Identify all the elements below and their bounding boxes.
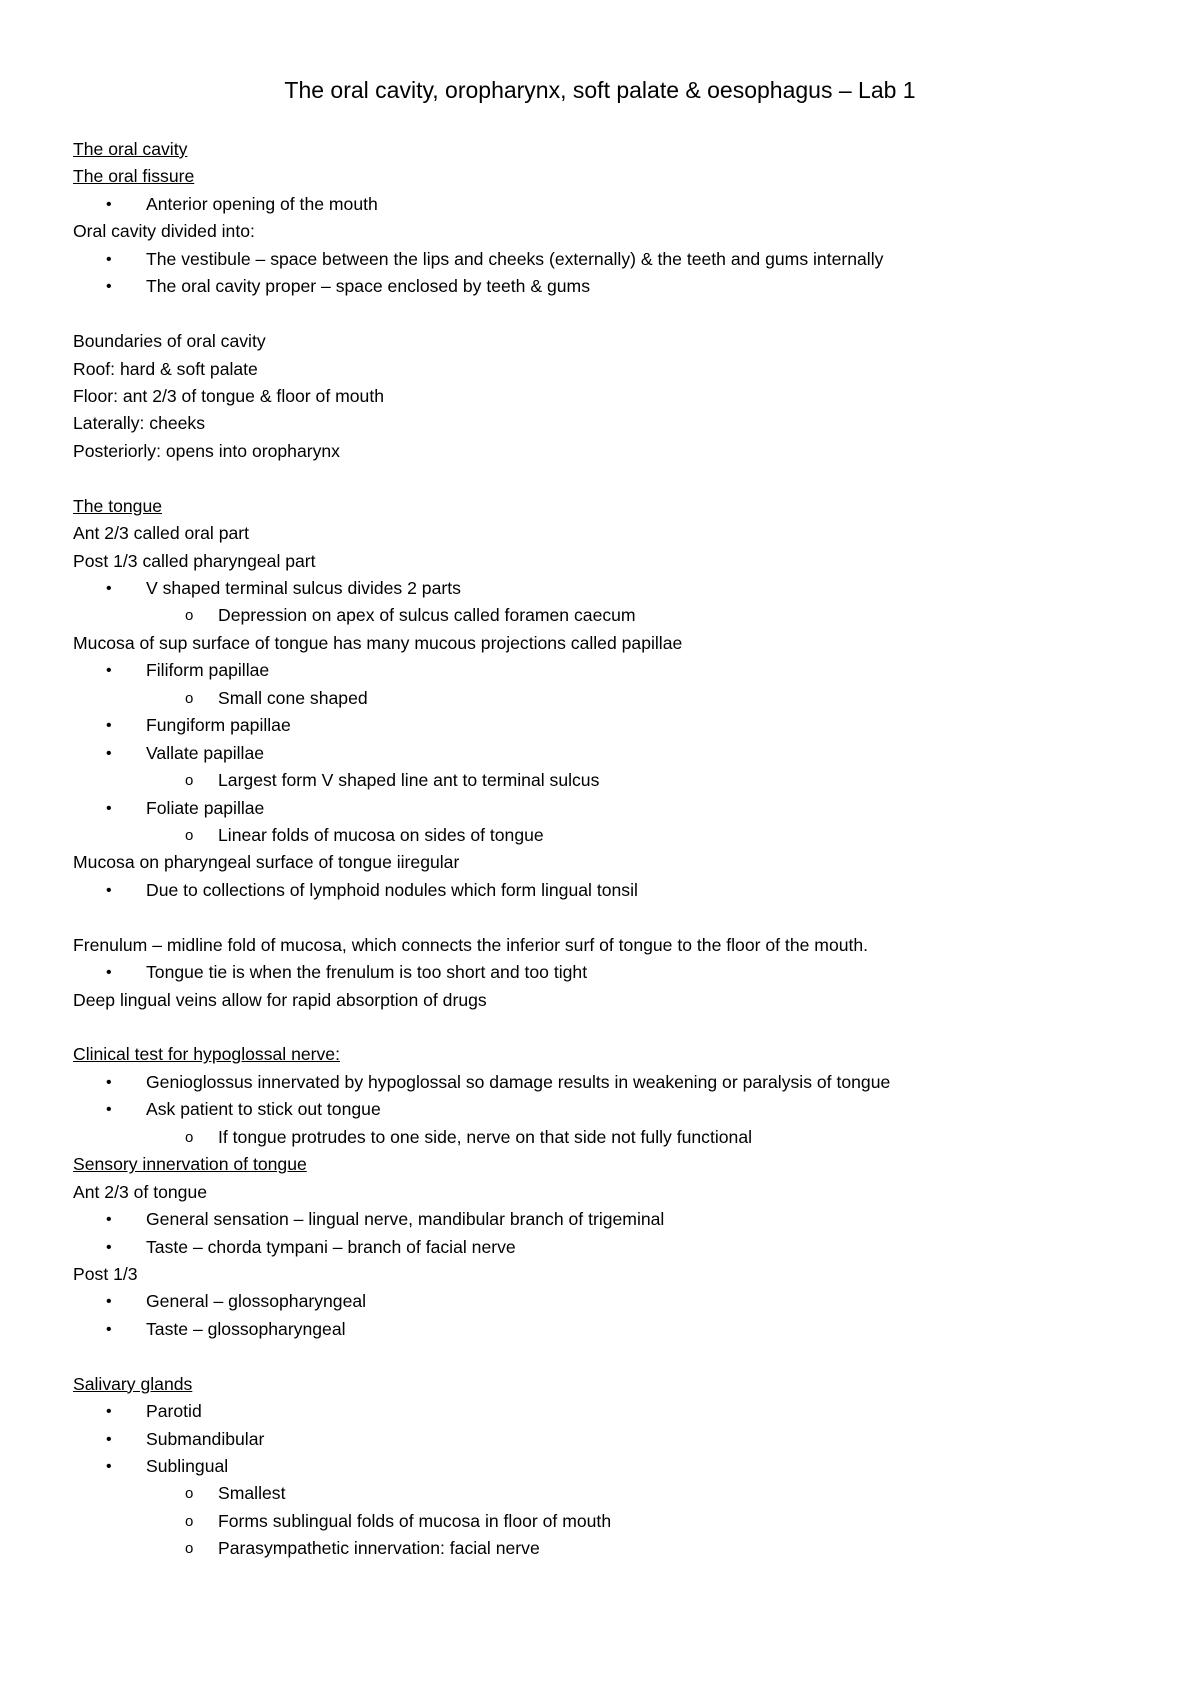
line-text: The oral cavity proper – space enclosed by teeth & gums xyxy=(146,276,590,297)
text-line xyxy=(73,520,1153,547)
sub-bullet-item xyxy=(73,685,1153,712)
line-text: Depression on apex of sulcus called foramen caecum xyxy=(218,605,636,626)
bullet-icon: • xyxy=(106,964,112,982)
sub-bullet-item xyxy=(73,602,1153,629)
bullet-icon: • xyxy=(106,195,112,213)
bullet-item xyxy=(73,575,1153,602)
text-line xyxy=(73,356,1153,383)
section-heading xyxy=(73,163,1153,190)
line-text: Small cone shaped xyxy=(218,687,368,708)
sub-bullet-icon: o xyxy=(185,1540,194,1558)
bullet-item xyxy=(73,712,1153,739)
sub-bullet-icon: o xyxy=(185,1512,194,1530)
line-text: Frenulum – midline fold of mucosa, which connects the inferior surf of tongue to the floor of the mouth. xyxy=(73,934,869,955)
blank-line xyxy=(73,904,1153,931)
bullet-icon: • xyxy=(106,1073,112,1091)
line-text: Largest form V shaped line ant to terminal sulcus xyxy=(218,770,600,791)
line-text: Due to collections of lymphoid nodules which form lingual tonsil xyxy=(146,879,638,900)
line-text: Ant 2/3 called oral part xyxy=(73,523,250,544)
sub-bullet-icon: o xyxy=(185,607,194,625)
bullet-icon: • xyxy=(106,1293,112,1311)
bullet-item xyxy=(73,1398,1153,1425)
line-text: Oral cavity divided into: xyxy=(73,221,255,242)
line-text: Genioglossus innervated by hypoglossal so damage results in weakening or paralysis of tongue xyxy=(146,1071,891,1092)
bullet-item xyxy=(73,1206,1153,1233)
blank-line xyxy=(73,1343,1153,1370)
bullet-icon: • xyxy=(106,1403,112,1421)
line-text: Submandibular xyxy=(146,1428,265,1449)
bullet-item xyxy=(73,1453,1153,1480)
text-line xyxy=(73,1261,1153,1288)
bullet-item xyxy=(73,1096,1153,1123)
bullet-item xyxy=(73,657,1153,684)
section-heading xyxy=(73,493,1153,520)
line-text: Sublingual xyxy=(146,1456,229,1476)
line-text: General sensation – lingual nerve, mandibular branch of trigeminal xyxy=(146,1209,665,1230)
line-text: Roof: hard & soft palate xyxy=(73,358,258,379)
text-line xyxy=(73,849,1153,876)
bullet-item xyxy=(73,1316,1153,1343)
line-text: Boundaries of oral cavity xyxy=(73,331,266,352)
text-line xyxy=(73,410,1153,437)
line-text: Vallate papillae xyxy=(146,742,265,763)
section-heading xyxy=(73,1041,1153,1068)
line-text: Ask patient to stick out tongue xyxy=(146,1099,381,1120)
bullet-item xyxy=(73,191,1153,218)
line-text: Ant 2/3 of tongue xyxy=(73,1181,208,1202)
bullet-icon: • xyxy=(106,1320,112,1338)
line-text: Mucosa on pharyngeal surface of tongue iiregular xyxy=(73,852,460,873)
text-line xyxy=(73,1179,1153,1206)
line-text: Linear folds of mucosa on sides of tongue xyxy=(218,824,544,845)
text-line xyxy=(73,438,1153,465)
bullet-icon: • xyxy=(106,278,112,296)
bullet-icon: • xyxy=(106,744,112,762)
line-text: Laterally: cheeks xyxy=(73,413,206,434)
line-text: If tongue protrudes to one side, nerve on that side not fully functional xyxy=(218,1126,753,1147)
sub-bullet-item xyxy=(73,1124,1153,1151)
bullet-item xyxy=(73,959,1153,986)
sub-bullet-item xyxy=(73,767,1153,794)
bullet-icon: • xyxy=(106,1430,112,1448)
line-text: Post 1/3 called pharyngeal part xyxy=(73,550,316,571)
line-text: The oral fissure xyxy=(73,166,195,187)
section-heading xyxy=(73,136,1153,163)
line-text: Floor: ant 2/3 of tongue & floor of mouth xyxy=(73,385,385,406)
text-line xyxy=(73,932,1153,959)
line-text: The tongue xyxy=(73,495,163,516)
line-text: Parasympathetic innervation: facial nerve xyxy=(218,1538,540,1559)
line-text: General – glossopharyngeal xyxy=(146,1291,367,1312)
text-line xyxy=(73,218,1153,245)
bullet-icon: • xyxy=(106,799,112,817)
sub-bullet-icon: o xyxy=(185,1485,194,1503)
sub-bullet-item xyxy=(73,1535,1153,1562)
line-text: Foliate papillae xyxy=(146,797,265,818)
text-line xyxy=(73,987,1153,1014)
bullet-icon: • xyxy=(106,662,112,680)
bullet-item xyxy=(73,877,1153,904)
line-text: The vestibule – space between the lips and cheeks (externally) & the teeth and gums internally xyxy=(146,248,884,269)
bullet-icon: • xyxy=(106,717,112,735)
bullet-icon: • xyxy=(106,580,112,597)
bullet-icon: • xyxy=(106,881,112,899)
bullet-icon: • xyxy=(106,1211,112,1229)
sub-bullet-icon: o xyxy=(185,689,194,707)
line-text: Deep lingual veins allow for rapid absorption of drugs xyxy=(73,989,487,1010)
bullet-item xyxy=(73,1069,1153,1096)
bullet-icon: • xyxy=(106,1101,112,1119)
bullet-item xyxy=(73,740,1153,767)
document-body xyxy=(73,136,1153,1563)
text-line xyxy=(73,630,1153,657)
blank-line xyxy=(73,301,1153,328)
line-text: Anterior opening of the mouth xyxy=(146,193,378,214)
page-title: The oral cavity, oropharynx, soft palate & oesophagus – Lab 1 xyxy=(284,77,916,103)
text-line xyxy=(73,328,1153,355)
line-text: Sensory innervation of tongue xyxy=(73,1154,307,1175)
sub-bullet-icon: o xyxy=(185,1128,194,1146)
bullet-icon: • xyxy=(106,250,112,268)
section-heading xyxy=(73,1371,1153,1398)
line-text: Tongue tie is when the frenulum is too short and too tight xyxy=(146,962,588,983)
bullet-item xyxy=(73,273,1153,300)
sub-bullet-icon: o xyxy=(185,772,194,790)
line-text: Mucosa of sup surface of tongue has many mucous projections called papillae xyxy=(73,632,683,653)
bullet-item xyxy=(73,1234,1153,1261)
line-text: V shaped terminal sulcus divides 2 parts xyxy=(146,578,461,598)
text-line xyxy=(73,383,1153,410)
bullet-icon: • xyxy=(106,1238,112,1256)
sub-bullet-item xyxy=(73,822,1153,849)
line-text: The oral cavity xyxy=(73,139,188,159)
blank-line xyxy=(73,1014,1153,1041)
line-text: Taste – glossopharyngeal xyxy=(146,1318,346,1339)
line-text: Parotid xyxy=(146,1401,202,1422)
section-heading xyxy=(73,1151,1153,1178)
line-text: Posteriorly: opens into oropharynx xyxy=(73,440,340,461)
bullet-item xyxy=(73,246,1153,273)
bullet-icon: • xyxy=(106,1458,112,1475)
bullet-item xyxy=(73,1288,1153,1315)
line-text: Salivary glands xyxy=(73,1373,193,1394)
sub-bullet-item xyxy=(73,1480,1153,1507)
line-text: Post 1/3 xyxy=(73,1263,138,1284)
line-text: Fungiform papillae xyxy=(146,715,291,736)
line-text: Clinical test for hypoglossal nerve: xyxy=(73,1044,340,1065)
line-text: Forms sublingual folds of mucosa in floor of mouth xyxy=(218,1510,612,1531)
line-text: Smallest xyxy=(218,1483,286,1504)
line-text: Taste – chorda tympani – branch of facial nerve xyxy=(146,1236,516,1257)
line-text: Filiform papillae xyxy=(146,660,270,681)
text-line xyxy=(73,548,1153,575)
bullet-item xyxy=(73,795,1153,822)
bullet-item xyxy=(73,1426,1153,1453)
sub-bullet-icon: o xyxy=(185,826,194,844)
sub-bullet-item xyxy=(73,1508,1153,1535)
blank-line xyxy=(73,465,1153,492)
